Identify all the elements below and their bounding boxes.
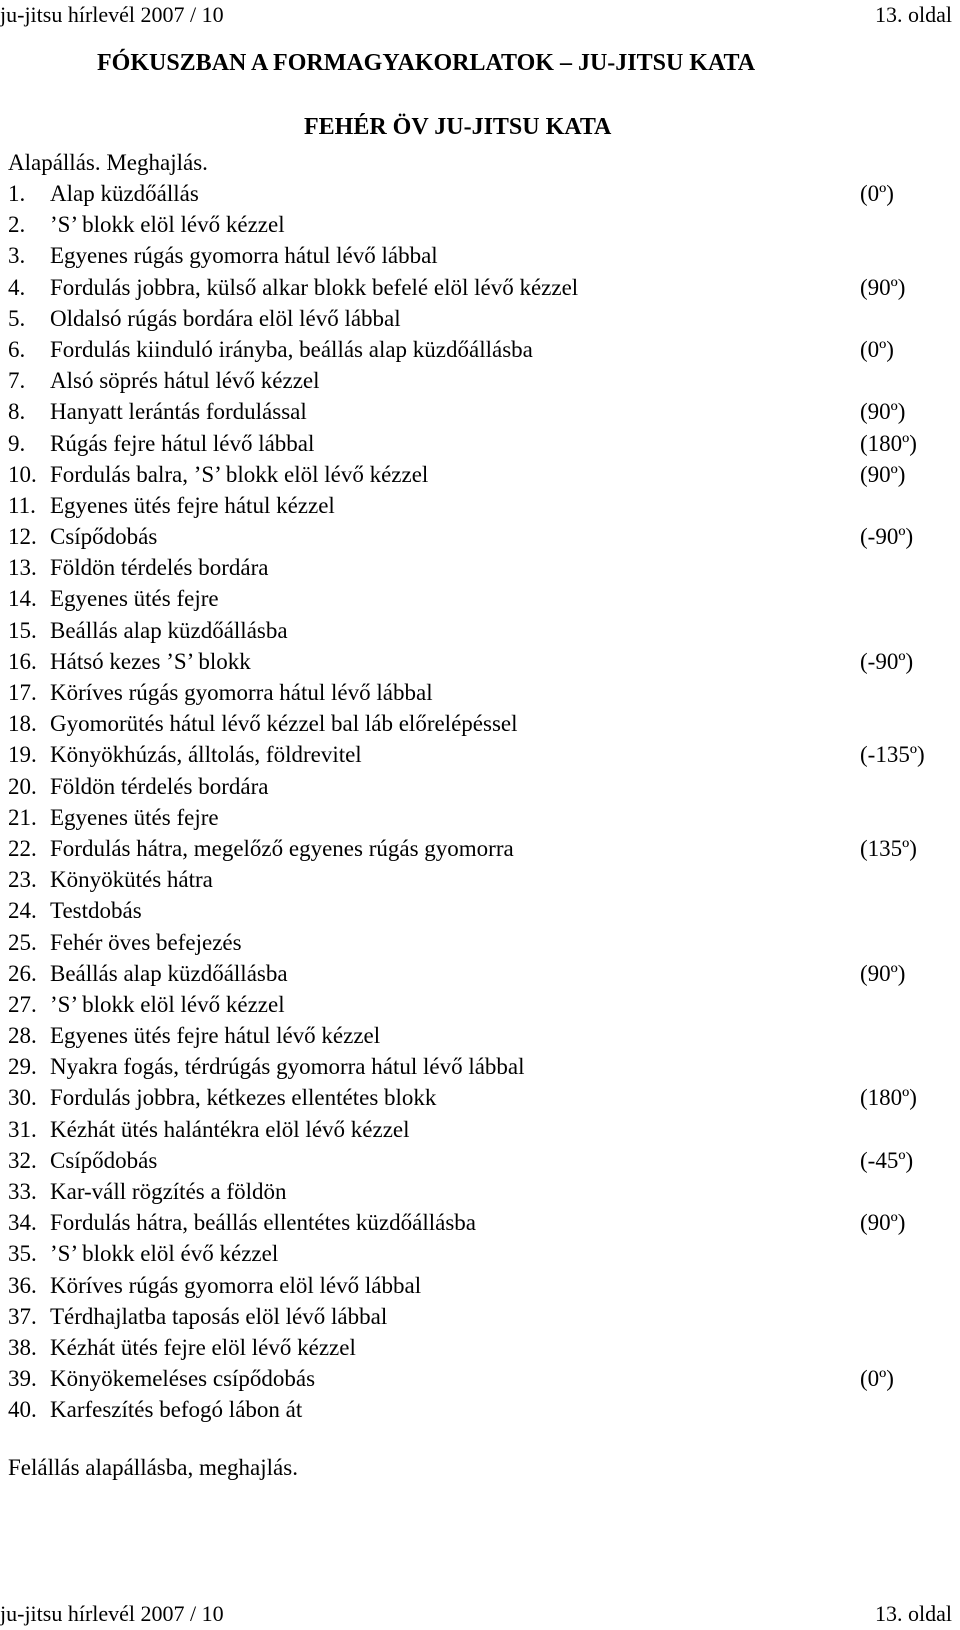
step-number: 14. [8,586,37,612]
step-number: 38. [8,1334,37,1360]
step-number: 10. [8,461,37,487]
step-angle: (90º) [860,274,906,300]
step-text: Fordulás hátra, beállás ellentétes küzdőállásba [50,1210,476,1236]
step-number: 9. [8,430,26,456]
step-text: Könyökütés hátra [50,867,213,893]
step-angle: (-135º) [860,742,925,768]
kata-step [0,1332,960,1363]
step-number: 19. [8,742,37,768]
step-number: 11. [8,492,36,518]
step-number: 22. [8,835,37,861]
step-text: Fordulás jobbra, külső alkar blokk befelé elöl lévő kézzel [50,274,579,300]
step-number: 32. [8,1147,37,1173]
step-text: Egyenes ütés fejre hátul kézzel [50,492,335,518]
kata-step [0,1145,960,1176]
step-number: 26. [8,960,37,986]
intro-line: Alapállás. Meghajlás. [8,150,208,175]
kata-step [0,895,960,926]
step-text: Köríves rúgás gyomorra hátul lévő lábbal [50,680,433,705]
step-number: 27. [8,991,37,1017]
step-number: 20. [8,773,37,799]
step-text: Egyenes ütés fejre [50,804,219,830]
step-text: Testdobás [50,898,142,924]
step-angle: (180º) [860,430,917,456]
step-number: 25. [8,929,37,955]
step-number: 21. [8,804,37,830]
footer-page-number: 13. oldal [875,1601,952,1626]
kata-step [0,583,960,614]
kata-step [0,1363,960,1394]
kata-step [0,864,960,895]
kata-step [0,240,960,271]
kata-step [0,1176,960,1207]
kata-step [0,958,960,989]
kata-step [0,1394,960,1425]
step-text: Beállás alap küzdőállásba [50,960,288,986]
kata-step [0,365,960,396]
kata-title: FEHÉR ÖV JU-JITSU KATA [304,114,612,140]
step-number: 12. [8,524,37,550]
step-angle: (90º) [860,1210,906,1236]
step-angle: (90º) [860,960,906,986]
step-angle: (90º) [860,461,906,487]
step-number: 6. [8,336,26,362]
kata-step [0,927,960,958]
kata-step [0,1082,960,1113]
step-number: 36. [8,1272,37,1298]
step-number: 40. [8,1397,37,1423]
kata-step [0,1238,960,1269]
step-text: Fordulás kiinduló irányba, beállás alap küzdőállásba [50,336,533,362]
step-number: 31. [8,1116,37,1142]
step-text: Könyökemeléses csípődobás [50,1366,316,1392]
kata-step [0,428,960,459]
step-text: Gyomorütés hátul lévő kézzel bal láb előrelépéssel [50,711,518,737]
kata-step [0,771,960,802]
step-text: Fordulás jobbra, kétkezes ellentétes blokk [50,1085,437,1111]
kata-step [0,209,960,240]
step-text: Beállás alap küzdőállásba [50,617,288,643]
step-number: 39. [8,1366,37,1392]
kata-step [0,615,960,646]
step-angle: (0º) [860,336,894,362]
step-text: ’S’ blokk elöl lévő kézzel [50,212,285,238]
document-title: FÓKUSZBAN A FORMAGYAKORLATOK – JU-JITSU KATA [97,50,756,76]
step-number: 30. [8,1085,37,1111]
step-text: Köríves rúgás gyomorra elöl lévő lábbal [50,1272,422,1298]
kata-step [0,552,960,583]
step-text: Hanyatt lerántás fordulással [50,399,307,425]
step-text: Földön térdelés bordára [50,555,269,581]
step-number: 17. [8,680,37,705]
step-number: 15. [8,617,37,643]
header-page-number: 13. oldal [875,2,952,27]
step-number: 35. [8,1241,37,1267]
step-number: 8. [8,399,26,425]
step-text: Egyenes ütés fejre hátul lévő kézzel [50,1023,381,1049]
step-angle: (135º) [860,835,917,861]
step-number: 23. [8,867,37,893]
step-angle: (0º) [860,181,894,206]
step-angle: (0º) [860,1366,894,1392]
kata-step [0,1114,960,1145]
step-text: Karfeszítés befogó lábon át [50,1397,303,1423]
kata-step [0,334,960,365]
step-number: 13. [8,555,37,581]
step-number: 37. [8,1303,37,1329]
kata-step [0,303,960,334]
kata-step [0,989,960,1020]
step-text: Fordulás balra, ’S’ blokk elöl lévő kézzel [50,461,429,487]
kata-steps-list [0,178,960,1426]
step-text: Földön térdelés bordára [50,773,269,799]
step-number: 18. [8,711,37,737]
step-number: 29. [8,1054,37,1080]
kata-step [0,1051,960,1082]
kata-step [0,1301,960,1332]
step-number: 4. [8,274,26,300]
step-text: ’S’ blokk elöl lévő kézzel [50,991,285,1017]
kata-step [0,833,960,864]
kata-step [0,272,960,303]
step-number: 33. [8,1179,37,1204]
step-text: Nyakra fogás, térdrúgás gyomorra hátul lévő lábbal [50,1054,525,1080]
closing-line: Felállás alapállásba, meghajlás. [8,1455,298,1480]
step-angle: (-90º) [860,524,914,550]
kata-step [0,490,960,521]
step-text: Kézhát ütés fejre elöl lévő kézzel [50,1334,356,1360]
kata-step [0,178,960,209]
step-text: Könyökhúzás, álltolás, földrevitel [50,742,362,768]
step-angle: (-45º) [860,1147,914,1173]
step-text: Kézhát ütés halántékra elöl lévő kézzel [50,1116,410,1142]
step-text: ’S’ blokk elöl évő kézzel [50,1241,279,1267]
step-text: Alsó söprés hátul lévő kézzel [50,368,320,394]
step-text: Egyenes ütés fejre [50,586,219,612]
kata-step [0,459,960,490]
step-number: 2. [8,212,26,238]
kata-step [0,708,960,739]
kata-step [0,677,960,708]
step-text: Csípődobás [50,524,158,550]
kata-step [0,802,960,833]
step-number: 1. [8,181,26,206]
step-angle: (-90º) [860,648,914,674]
step-number: 24. [8,898,37,924]
step-text: Csípődobás [50,1147,158,1173]
step-text: Térdhajlatba taposás elöl lévő lábbal [50,1303,388,1329]
step-text: Rúgás fejre hátul lévő lábbal [50,430,315,456]
kata-step [0,1270,960,1301]
step-number: 28. [8,1023,37,1049]
step-text: Egyenes rúgás gyomorra hátul lévő lábbal [50,243,438,269]
step-number: 34. [8,1210,37,1236]
header-newsletter-label: ju-jitsu hírlevél 2007 / 10 [0,2,224,27]
kata-step [0,1207,960,1238]
step-number: 7. [8,368,26,394]
kata-step [0,646,960,677]
step-text: Alap küzdőállás [50,181,199,206]
kata-step [0,521,960,552]
step-angle: (180º) [860,1085,917,1111]
step-text: Oldalsó rúgás bordára elöl lévő lábbal [50,305,401,331]
step-number: 5. [8,305,26,331]
step-text: Kar-váll rögzítés a földön [50,1179,287,1204]
kata-step [0,396,960,427]
step-text: Fordulás hátra, megelőző egyenes rúgás gyomorra [50,835,514,861]
kata-step [0,739,960,770]
step-number: 3. [8,243,26,269]
step-angle: (90º) [860,399,906,425]
step-text: Fehér öves befejezés [50,929,242,955]
step-text: Hátsó kezes ’S’ blokk [50,648,251,674]
kata-step [0,1020,960,1051]
footer-newsletter-label: ju-jitsu hírlevél 2007 / 10 [0,1601,224,1626]
step-number: 16. [8,648,37,674]
